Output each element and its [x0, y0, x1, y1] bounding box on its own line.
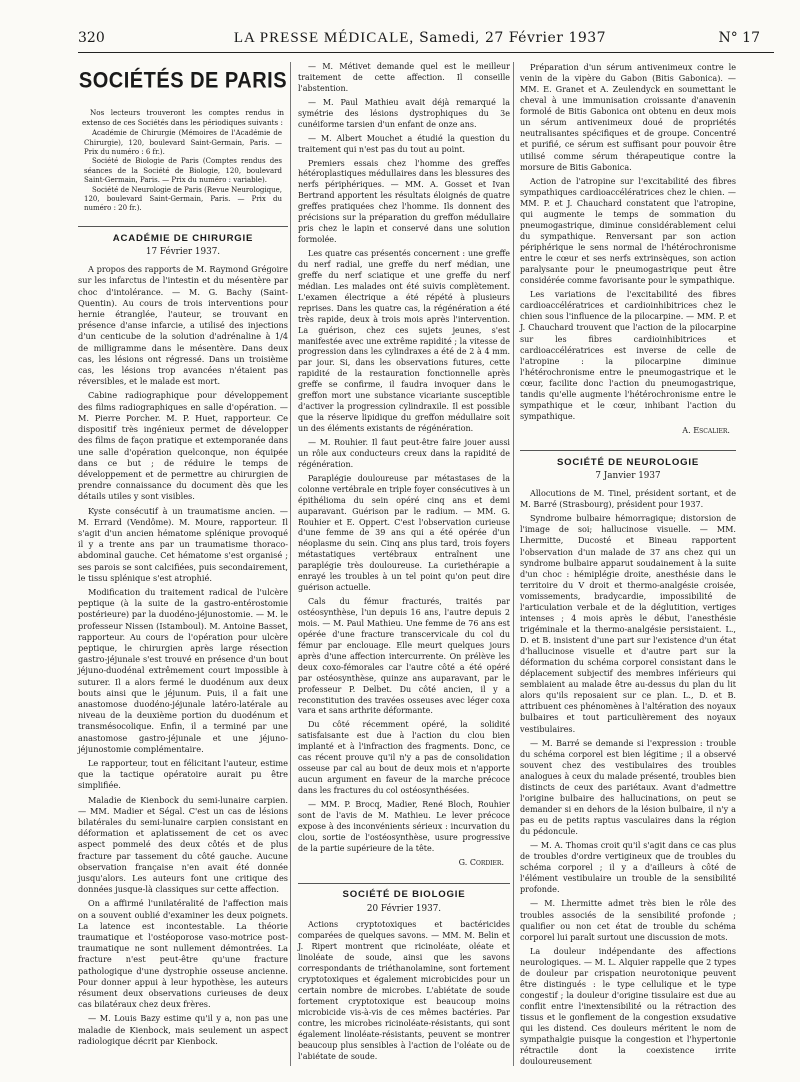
- periodical-item: Société de Neurologie de Paris (Revue Neurologique, 120, boulevard Saint-Germain, Paris. — Prix du numéro : 20 fr.).: [84, 185, 282, 213]
- article-paragraph: Modification du traitement radical de l'ulcère peptique (à la suite de la gastro-entérostomie postérieure) par la duodéno-jéjunostomie. — M. le professeur Nissen (Istamboul). M. Antoine Basset, rapporteur. Au cours de l'opération pour ulcère peptique, le chirurgien après large résection gastro-jéjunale s'est trouvé en présence d'un bout jéjuno-duodénal extrêmement court impossible à suturer. Il a alors fermé le duodénum aux deux bouts ainsi que le jéjunum. Puis, il a fait une anastomose duodéno-jéjunale latéro-latérale au niveau de la deuxième portion du duodénum et transmésocolique. Enfin, il a terminé par une anastomose gastro-jéjunale et une jéjuno-jéjunostomie complémentaire.: [78, 586, 288, 754]
- article-paragraph: — M. Métivet demande quel est le meilleur traitement de cette affection. Il conseille l'abstention.: [298, 62, 510, 93]
- section-date: 20 Février 1937.: [366, 903, 442, 914]
- section-heading: SOCIÉTÉ DE BIOLOGIE: [298, 883, 510, 901]
- article-paragraph: Les quatre cas présentés concernent : une greffe du nerf radial, une greffe du nerf médian, une greffe du nerf sciatique et une greffe du nerf médian. Les malades ont été suivis complètement. L'examen électrique a été répété à plusieurs reprises. Dans les quatre cas, la régénération a été très rapide, deux à trois mois après l'intervention. La guérison, chez ces sujets jeunes, s'est manifestée avec une extrême rapidité ; la vitesse de progression dans les cylindraxes a été de 2 à 4 mm. par jour. Si, dans les observations futures, cette rapidité de la restauration fonctionnelle après greffe se confirme, il faudra invoquer dans le greffon mort une substance vicariante susceptible d'activer la progression cylindraxile. Il est possible que la réserve lipidique du greffon médullaire soit un des éléments existants de régénération.: [298, 249, 510, 433]
- article-paragraph: La douleur indépendante des affections neurologiques. — M. L. Alquier rappelle que 2 types de douleur par crispation neurotonique peuvent être distingués : le type cellulique et le type congestif ; la douleur d'origine tissulaire est due au conflit entre l'inextensibilité ou la rétraction des tissus et le gonflement de la congestion exsudative qui les distend. Ces douleurs méritent le nom de sympathalgie puisque la congestion et l'hypertonie rétractile dont la coexistence irrite douloureusement: [520, 945, 736, 1067]
- section-heading: SOCIÉTÉ DE NEUROLOGIE: [520, 450, 736, 468]
- header-rule: [78, 52, 774, 53]
- author-signature: G. Cordier.: [458, 857, 504, 867]
- article-paragraph: Action de l'atropine sur l'excitabilité des fibres sympathiques cardioaccélératrices chez le chien. — MM. P. et J. Chauchard constatent que l'atropine, qui augmente le temps de sommation du pneumogastrique, diminue considérablement celui du sympathique. Renversant par son action périphérique le sens normal de l'hétérochronisme entre le cœur et ses nerfs extrinsèques, son action paralysante pour le pneumogastrique peut être considérée comme favorisante pour le sympathique.: [520, 175, 736, 286]
- intro-text: Nos lecteurs trouveront les comptes rendus in extenso de ces Sociétés dans les périodiques suivants :: [82, 108, 284, 127]
- article-paragraph: — M. A. Thomas croit qu'il s'agit dans ce cas plus de troubles d'ordre vertigineux que de troubles du schéma corporel ; il y a d'ailleurs à côté de l'élément vestibulaire un trouble de la sensibilité profonde.: [520, 840, 736, 895]
- column-divider: [290, 62, 291, 1066]
- article-paragraph: — M. Rouhier. Il faut peut-être faire jouer aussi un rôle aux conducteurs creux dans la rapidité de régénération.: [298, 437, 510, 469]
- section-date: 7 Janvier 1937: [595, 471, 661, 482]
- article-paragraph: — MM. P. Brocq, Madier, René Bloch, Rouhier sont de l'avis de M. Mathieu. Le lever précoce expose à des inconvénients sérieux : incurvation du clou, sortie de l'ostéosynthèse, usure progressive de la partie supérieure de la tête.: [298, 799, 510, 853]
- article-paragraph: Cabine radiographique pour développement des films radiographiques en salle d'opération. — M. Pierre Porcher. M. P. Huet, rapporteur. Ce dispositif très ingénieux permet de développer des films de façon pratique et extemporanée dans une salle d'opération quelconque, non équipée dans ce but ; de réduire le temps de développement et de permettre au chirurgien de prendre connaissance du document dès que les détails utiles y sont visibles.: [78, 390, 288, 502]
- page-title: SOCIÉTÉS DE PARIS: [78, 68, 288, 94]
- article-paragraph: On a affirmé l'unilatéralité de l'affection mais on a souvent oublié d'examiner les deux poignets. La latence est incontestable. La théorie traumatique et l'ostéoporose vaso-motrice post-traumatique ne sont nullement démontrées. La fracture n'est peut-être qu'une fracture pathologique d'une dystrophie osseuse ancienne. Pour donner appui à leur hypothèse, les auteurs résument deux observations curieuses de deux cas bilatéraux chez deux frères.: [78, 898, 288, 1010]
- column-left: [78, 62, 288, 1050]
- issue-date: Samedi, 27 Février 1937: [419, 30, 607, 46]
- page-header: [60, 30, 780, 52]
- article-paragraph: Premiers essais chez l'homme des greffes hétéroplastiques médullaires dans les blessures des nerfs périphériques. — MM. A. Gosset et Ivan Bertrand apportent les résultats éloignés de quatre greffes pratiquées chez l'homme. Ils donnent des précisions sur la préparation du greffon médullaire pris chez le lapin et conservé dans une solution formolée.: [298, 158, 510, 245]
- periodical-item: Société de Biologie de Paris (Comptes rendus des séances de la Société de Biologie, 120, boulevard Saint-Germain, Paris. — Prix du numéro : variable).: [84, 157, 282, 185]
- article-paragraph: Le rapporteur, tout en félicitant l'auteur, estime que la tactique opératoire aurait pu être simplifiée.: [78, 757, 288, 791]
- article-paragraph: — M. Louis Bazy estime qu'il y a, non pas une maladie de Kienbock, mais seulement un aspect radiologique décrit par Kienbock.: [78, 1013, 288, 1046]
- publication-name: LA PRESSE MÉDICALE,: [233, 30, 415, 46]
- column-divider: [513, 62, 514, 1066]
- column-right: [520, 62, 736, 1070]
- article-paragraph: Allocutions de M. Tinel, président sortant, et de M. Barré (Strasbourg), président pour 1937.: [520, 488, 736, 510]
- article-paragraph: Du côté récemment opéré, la solidité satisfaisante est due à l'action du clou bien implanté et à l'infraction des fragments. Donc, ce cas récent prouve qu'il n'y a pas de consolidation osseuse par cal au bout de deux mois et n'apporte aucun argument en faveur de la marche précoce dans les fractures du col ostéosynthésées.: [298, 720, 510, 795]
- article-paragraph: Syndrome bulbaire hémorragique; distorsion de l'image de soi; hallucinose visuelle. — MM. Lhermitte, Ducosté et Bineau rapportent l'observation d'un malade de 37 ans chez qui un syndrome bulbaire apparut soudainement à la suite d'un choc : hémiplégie droite, anesthésie dans le territoire du V droit et thermo-analgésie croisée, vomissements, bradycardie, impossibilité de l'articulation verbale et de la déglutition, vertiges intenses ; 4 mois après le début, l'anesthésie trigéminale et la thermo-analgésie persistaient. L., D. et B. insistent d'une part sur l'existence d'un état d'hallucinose visuelle et d'autre part sur la déformation du schéma corporel consistant dans le déplacement subjectif des membres inférieurs qui semblaient au malade être au-dessus du plan du lit alors qu'ils reposaient sur ce plan. L., D. et B. attribuent ces phénomènes à l'altération des noyaux bulbaires et tout particulièrement des noyaux vestibulaires.: [520, 513, 736, 734]
- article-paragraph: Kyste consécutif à un traumatisme ancien. — M. Errard (Vendôme). M. Moure, rapporteur. Il s'agit d'un ancien hématome splénique provoqué il y a trente ans par un traumatisme thoraco-abdominal gauche. Cet hématome s'est organisé ; ses parois se sont calcifiées, puis secondairement, le tissu splénique s'est atrophié.: [78, 505, 288, 583]
- section-date: 17 Février 1937.: [145, 247, 221, 258]
- issue-number: N° 17: [718, 30, 760, 46]
- section-heading: ACADÉMIE DE CHIRURGIE: [78, 226, 288, 244]
- article-paragraph: — M. Lhermitte admet très bien le rôle des troubles associés de la sensibilité profonde ; qualifier ou non cet état de trouble du schéma corporel lui paraît surtout une discussion de mots.: [520, 898, 736, 942]
- article-paragraph: Préparation d'un sérum antivenimeux contre le venin de la vipère du Gabon (Bitis Gabonica). — MM. E. Granet et A. Zeulendyck en soumettant le cheval à une immunisation croissante d'anavenin formolé de Bitis Gabonica ont obtenu en deux mois un sérum antivenimeux doué de propriétés neutralisantes spécifiques et de groupe. Concentré et purifié, ce sérum est suffisant pour pouvoir être utilisé comme sérum thérapeutique contre la morsure de Bitis Gabonica.: [520, 62, 736, 172]
- intro-note: [82, 108, 284, 127]
- article-paragraph: — M. Paul Mathieu avait déjà remarqué la symétrie des lésions dystrophiques du 3e cunéiforme tarsien d'un enfant de onze ans.: [298, 97, 510, 129]
- article-paragraph: — M. Barré se demande si l'expression : trouble du schéma corporel est bien légitime ; il a observé souvent chez des vestibulaires des troubles analogues à ceux du malade présenté, troubles bien distincts de ceux des pariétaux. Avant d'admettre l'origine bulbaire des hallucinations, on peut se demander si en dehors de la lésion bulbaire, il n'y a pas eu de petits raptus vasculaires dans la région du pédoncule.: [520, 737, 736, 837]
- page-number: 320: [78, 30, 105, 46]
- periodicals-list: [84, 129, 282, 214]
- author-signature: A. Escalier.: [682, 425, 730, 435]
- column-middle: [298, 62, 510, 1066]
- article-paragraph: Cals du fémur fracturés, traités par ostéosynthèse, l'un depuis 16 ans, l'autre depuis 2 mois. — M. Paul Mathieu. Une femme de 76 ans est opérée d'une fracture transcervicale du col du fémur par enclouage. Elle meurt quelques jours après d'une affection intercurrente. On prélève les deux coxo-fémorales car l'autre côté a été opéré par ostéosynthèse, quinze ans auparavant, par le professeur P. Delbet. Du côté ancien, il y a reconstitution des travées osseuses avec léger coxa vara et sans arthrite déformante.: [298, 597, 510, 716]
- article-paragraph: — M. Albert Mouchet a étudié la question du traitement qui n'est pas du tout au point.: [298, 133, 510, 154]
- periodical-item: Académie de Chirurgie (Mémoires de l'Académie de Chirurgie), 120, boulevard Saint-Germain, Paris. — Prix du numéro : 6 fr.).: [84, 129, 282, 156]
- article-paragraph: Les variations de l'excitabilité des fibres cardioaccélératrices et cardioinhibitrices chez le chien sous l'influence de la pilocarpine. — MM. P. et J. Chauchard trouvent que l'action de la pilocarpine sur les fibres cardioinhibitrices et cardioaccélératrices est inverse de celle de l'atropine : la pilocarpine diminue l'hétérochronisme entre le pneumogastrique et le cœur, facilite donc l'action du pneumogastrique, tandis qu'elle augmente l'hétérochronisme entre le sympathique et le cœur, inhibant l'action du sympathique.: [520, 289, 736, 421]
- article-paragraph: Paraplégie douloureuse par métastases de la colonne vertébrale en triple foyer consécutives à un épithélioma du sein opéré cinq ans et demi auparavant. Guérison par le radium. — MM. G. Rouhier et E. Oppert. C'est l'observation curieuse d'une femme de 39 ans qui a été opérée d'un néoplasme du sein. Cinq ans plus tard, trois foyers métastatiques vertébraux entraînent une paraplégie très douloureuse. La curiethérapie a enrayé les troubles à un tel point qu'on peut dire guérison actuelle.: [298, 473, 510, 593]
- article-paragraph: Maladie de Kienbock du semi-lunaire carpien. — MM. Madier et Ségal. C'est un cas de lésions bilatérales du semi-lunaire carpien consistant en déformation et aplatissement de cet os avec aspect pommelé des deux côtés et de plus fracture par tassement du côté gauche. Aucune observation française n'en avait été donnée jusqu'alors. Les auteurs font une critique des données jusque-là classiques sur cette affection.: [78, 794, 288, 895]
- running-title: [60, 30, 780, 47]
- article-paragraph: A propos des rapports de M. Raymond Grégoire sur les infarctus de l'intestin et du mésentère par choc d'intolérance. — M. G. Bachy (Saint-Quentin). Au cours de trois interventions pour hernie étranglée, l'auteur, se trouvant en présence d'anse infarcie, a utilisé des injections d'un centicube de la solution d'adrénaline à 1/4 de milligramme dans le mésentère. Dans deux cas, les lésions ont régressé. Dans un troisième cas, les lésions trop avancées n'étaient pas réversibles, et le malade est mort.: [78, 264, 288, 387]
- article-paragraph: Actions cryptotoxiques et bactéricides comparées de quelques savons. — MM. M. Belin et J. Ripert montrent que ricinoléate, oléate et linoléate de soude, ainsi que les savons correspondants de triéthanolamine, sont fortement cryptotoxiques et également microbicides pour un certain nombre de microbes. L'abiétate de soude fortement cryptotoxique est beaucoup moins microbicide vis-à-vis de ces mêmes bactéries. Par contre, les microbes ricinoléate-résistants, qui sont également linoléate-résistants, peuvent se montrer beaucoup plus sensibles à l'action de l'oléate ou de l'abiétate de soude.: [298, 920, 510, 1061]
